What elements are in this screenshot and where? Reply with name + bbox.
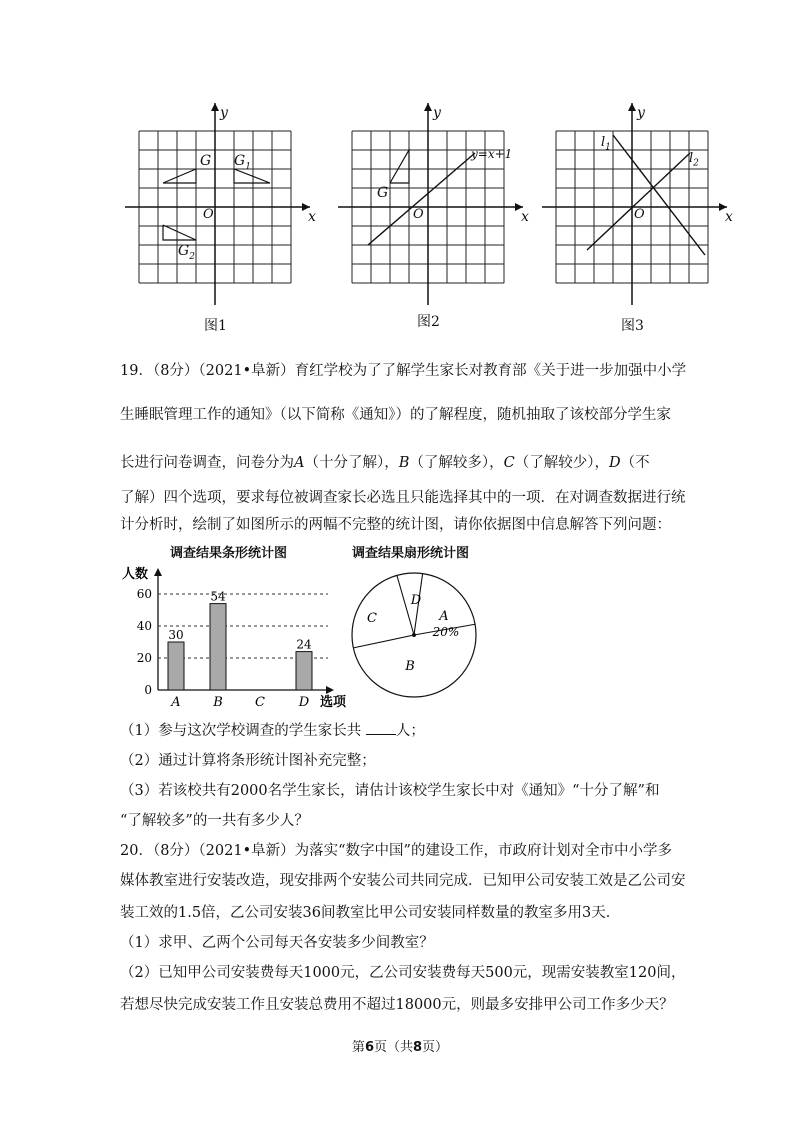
bar-data-label-A: 30 [168, 628, 184, 642]
figure-1-grid [120, 95, 320, 335]
axis-y-label: y [220, 105, 228, 121]
figure-3 [537, 95, 747, 335]
label-g2: $G_2$ [178, 243, 195, 262]
pie-slice-label-A: A [439, 609, 449, 624]
shape-g [390, 150, 409, 183]
label-l1: $l_1$ [601, 135, 611, 153]
figure-2-caption: 图2 [417, 314, 440, 330]
label-l2: $l_2$ [689, 151, 699, 169]
q19-sub-1: （1）参与这次学校调查的学生家长共 人； [120, 723, 425, 739]
origin-label: O [413, 207, 424, 222]
bar-A [168, 642, 184, 690]
bar-tick-label: 20 [136, 651, 152, 665]
axis-x-label: x [521, 209, 529, 225]
axis-y-label: y [637, 105, 645, 121]
origin-label: O [203, 207, 214, 222]
figure-3-caption: 图3 [621, 318, 644, 334]
q19-sub-2: （2）通过计算将条形统计图补充完整； [120, 753, 376, 769]
pie-slice-label-D: D [410, 593, 422, 608]
q19-line-1: 19．（8分）（2021•阜新）育红学校为了了解学生家长对教育部《关于进一步加强中小学 [120, 363, 687, 379]
q19-sub-3a: （3）若该校共有2000名学生家长，请估计该校学生家长中对《通知》“十分了解”和 [120, 783, 660, 799]
axis-x-label: x [308, 209, 316, 225]
q20-sub-2: （2）已知甲公司安装费每天1000元，乙公司安装费每天500元，现需安装教室120间， [120, 965, 686, 981]
q20-line-3: 装工效的1.5倍，乙公司安装36间教室比甲公司安装同样数量的教室多用3天． [120, 905, 621, 921]
bar-chart [118, 562, 358, 712]
bar-category-B: B [213, 695, 223, 710]
q20-sub-1: （1）求甲、乙两个公司每天各安装多少间教室？ [120, 935, 434, 951]
bar-category-D: D [298, 695, 310, 710]
pie-slice-label-C: C [367, 611, 377, 626]
pie-center [412, 633, 416, 637]
pie-divider [353, 635, 414, 648]
pie-slice-value-A: 20% [432, 625, 460, 639]
q19-line-5: 计分析时，绘制了如图所示的两幅不完整的统计图，请你依据图中信息解答下列问题： [120, 517, 671, 533]
q19-line-4: 了解）四个选项，要求每位被调查家长必选且只能选择其中的一项．在对调查数据进行统 [120, 490, 686, 506]
pie-slice-label-B: B [405, 659, 415, 674]
page-number: 6 [364, 1040, 374, 1055]
q20-line-2: 媒体教室进行安装改造，现安排两个安装公司共同完成．已知甲公司安装工效是乙公司安 [120, 873, 686, 889]
label-g1: $G_1$ [234, 153, 251, 172]
bar-y-label: 人数 [122, 567, 149, 582]
origin-label: O [634, 207, 645, 222]
q19-line-2: 生睡眠管理工作的通知》（以下简称《通知》）的了解程度，随机抽取了该校部分学生家 [120, 407, 671, 423]
bar-category-A: A [171, 695, 181, 710]
bar-D [296, 652, 312, 690]
bar-B [210, 604, 226, 690]
pie-chart [348, 558, 488, 708]
bar-tick-label: 0 [144, 683, 152, 697]
bar-chart-title: 调查结果条形统计图 [170, 546, 288, 561]
line-label: y=x+1 [471, 147, 513, 161]
figure-1 [120, 95, 320, 335]
bar-chart-svg [118, 562, 358, 712]
bar-data-label-B: 54 [210, 589, 226, 604]
q19-line-3: 长进行问卷调查，问卷分为A（十分了解），B（了解较多），C（了解较少），D（不 [120, 455, 650, 471]
bar-category-C: C [255, 695, 265, 710]
axis-x-label: x [725, 209, 733, 225]
figure-1-caption: 图1 [204, 318, 227, 334]
pie-chart-svg [348, 558, 488, 708]
q20-line-1: 20．（8分）（2021•阜新）为落实“数字中国”的建设工作，市政府计划对全市中小学多 [120, 843, 672, 859]
q19-sub-3b: “了解较多”的一共有多少人？ [120, 813, 309, 829]
label-g: G [377, 185, 389, 201]
q20-sub-2b: 若想尽快完成安装工作且安装总费用不超过18000元，则最多安排甲公司工作多少天？ [120, 997, 674, 1013]
page-total: 8 [413, 1040, 423, 1055]
bar-data-label-D: 24 [296, 637, 312, 652]
axis-y-label: y [433, 105, 441, 121]
bar-tick-label: 40 [136, 619, 152, 633]
pie-chart-title: 调查结果扇形统计图 [352, 546, 470, 561]
shape-g [163, 169, 196, 183]
answer-blank[interactable] [366, 722, 396, 735]
bar-tick-label: 60 [136, 587, 152, 601]
bar-x-label: 选项 [320, 695, 347, 710]
page-footer: 第6页（共8页） [351, 1040, 449, 1055]
figure-2 [333, 95, 533, 335]
label-g: G [200, 153, 212, 169]
figure-2-grid [333, 95, 533, 335]
